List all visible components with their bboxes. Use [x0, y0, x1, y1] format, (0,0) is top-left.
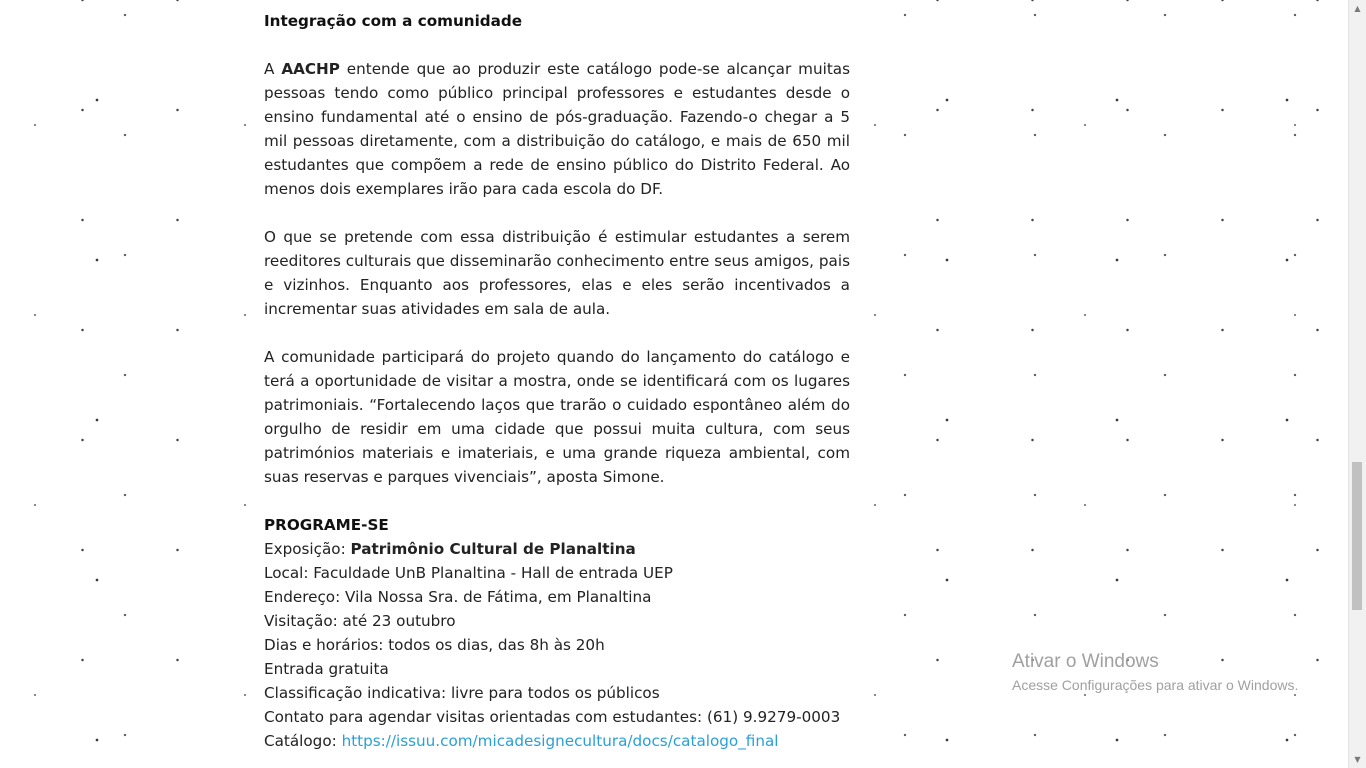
exposicao-line — [264, 537, 850, 561]
watermark-subtitle: Acesse Configurações para ativar o Windows. — [1012, 677, 1299, 693]
section-heading: Integração com a comunidade — [264, 12, 523, 30]
catalogo-line — [264, 729, 850, 753]
scrollbar-thumb[interactable] — [1352, 462, 1362, 610]
scroll-up-icon[interactable]: ▲ — [1354, 4, 1361, 13]
exposicao-value: Patrimônio Cultural de Planaltina — [350, 540, 636, 558]
paragraph-aachp — [264, 57, 850, 201]
programe-title: PROGRAME-SE — [264, 516, 389, 534]
watermark-title: Ativar o Windows — [1012, 651, 1159, 672]
visitacao-line: Visitação: até 23 outubro — [264, 612, 456, 630]
event-info — [264, 513, 850, 753]
entrada-line: Entrada gratuita — [264, 660, 389, 678]
article-body — [264, 9, 850, 753]
contato-line: Contato para agendar visitas orientadas com estudantes: (61) 9.9279-0003 — [264, 708, 841, 726]
windows-activation-watermark — [1012, 650, 1298, 694]
vertical-scrollbar[interactable] — [1348, 0, 1366, 768]
paragraph-community: A comunidade participará do projeto quando do lançamento do catálogo e terá a oportunidade de visitar a mostra, onde se identificará com os lugares patrimoniais. “Fortalecendo laços que trarão o cuidado espontâneo além do orgulho de residir em uma cidade que possui muita cultura, com seus patrimónios materiais e imateriais, e uma grande riqueza ambiental, com suas reservas e parques vivenciais”, aposta Simone. — [264, 348, 850, 486]
horarios-line: Dias e horários: todos os dias, das 8h às 20h — [264, 636, 605, 654]
spacer — [264, 33, 850, 57]
scroll-down-icon[interactable]: ▼ — [1354, 755, 1361, 764]
classificacao-line: Classificação indicativa: livre para todos os públicos — [264, 684, 660, 702]
local-line: Local: Faculdade UnB Planaltina - Hall de entrada UEP — [264, 564, 673, 582]
catalogo-label: Catálogo: — [264, 732, 342, 750]
paragraph-distribution: O que se pretende com essa distribuição é estimular estudantes a serem reeditores culturais que disseminarão conhecimento entre seus amigos, pais e vizinhos. Enquanto aos professores, elas e eles serão incentivados a incrementar suas atividades em sala de aula. — [264, 228, 850, 318]
catalogo-link[interactable]: https://issuu.com/micadesignecultura/docs/catalogo_final — [341, 732, 779, 750]
exposicao-label: Exposição: — [264, 540, 351, 558]
org-name: AACHP — [281, 60, 340, 78]
paragraph-aachp-pre: A — [264, 60, 282, 78]
paragraph-aachp-post: entende que ao produzir este catálogo pode-se alcançar muitas pessoas tendo como público principal professores e estudantes desde o ensino fundamental até o ensino de pós-graduação. Fazendo-o chegar a 5 mil pessoas diretamente, com a distribuição do catálogo, e mais de 650 mil estudantes que compõem a rede de ensino público do Distrito Federal. Ao menos dois exemplares irão para cada escola do DF. — [264, 60, 850, 198]
endereco-line: Endereço: Vila Nossa Sra. de Fátima, em Planaltina — [264, 588, 652, 606]
